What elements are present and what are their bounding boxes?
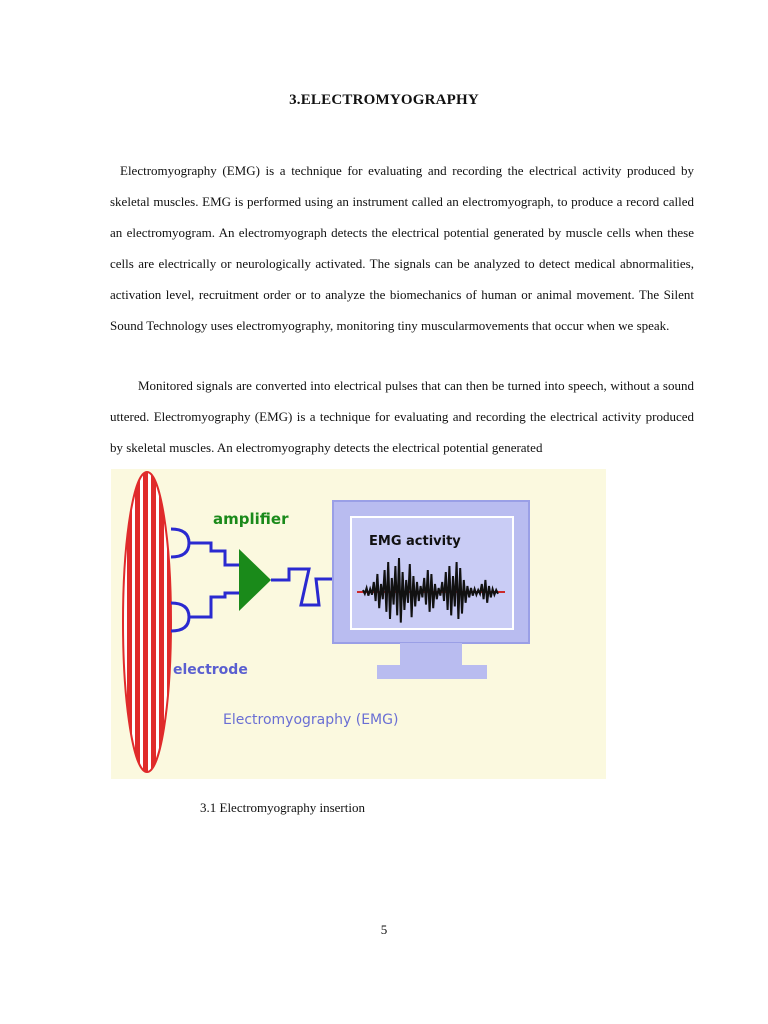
page-number: 5 xyxy=(380,922,388,937)
label-emg-activity: EMG activity xyxy=(369,534,461,549)
paragraph-signals: Monitored signals are converted into electrical pulses that can then be turned into speech, without a sound uttered. Electromyography (EMG) is a technique for evaluating and recording the electrical activity produced by skeletal muscles. An electromyography detects the electrical potential generated xyxy=(110,378,694,455)
figure-caption: 3.1 Electromyography insertion xyxy=(200,800,365,815)
paragraph-intro: Electromyography (EMG) is a technique for evaluating and recording the electrical activity produced by skeletal muscles. EMG is performed using an instrument called an electromyograph, to produce a record called an electromyogram. An electromyograph detects the electrical potential generated by muscle cells when these cells are electrically or neurologically activated. The signals can be analyzed to detect medical abnormalities, activation level, recruitment order or to analyze the biomechanics of human or animal movement. The Silent Sound Technology uses electromyography, monitoring tiny muscularmovements that occur when we speak. xyxy=(110,163,694,333)
label-amplifier: amplifier xyxy=(213,510,289,528)
label-electrode: electrode xyxy=(173,662,248,678)
emg-figure xyxy=(111,469,606,779)
monitor-base xyxy=(377,665,487,679)
page-title: 3.ELECTROMYOGRAPHY xyxy=(289,92,479,108)
muscle-graphic xyxy=(123,472,171,772)
monitor-neck xyxy=(400,643,462,665)
label-figure-title: Electromyography (EMG) xyxy=(223,712,399,728)
emg-diagram xyxy=(111,469,606,779)
